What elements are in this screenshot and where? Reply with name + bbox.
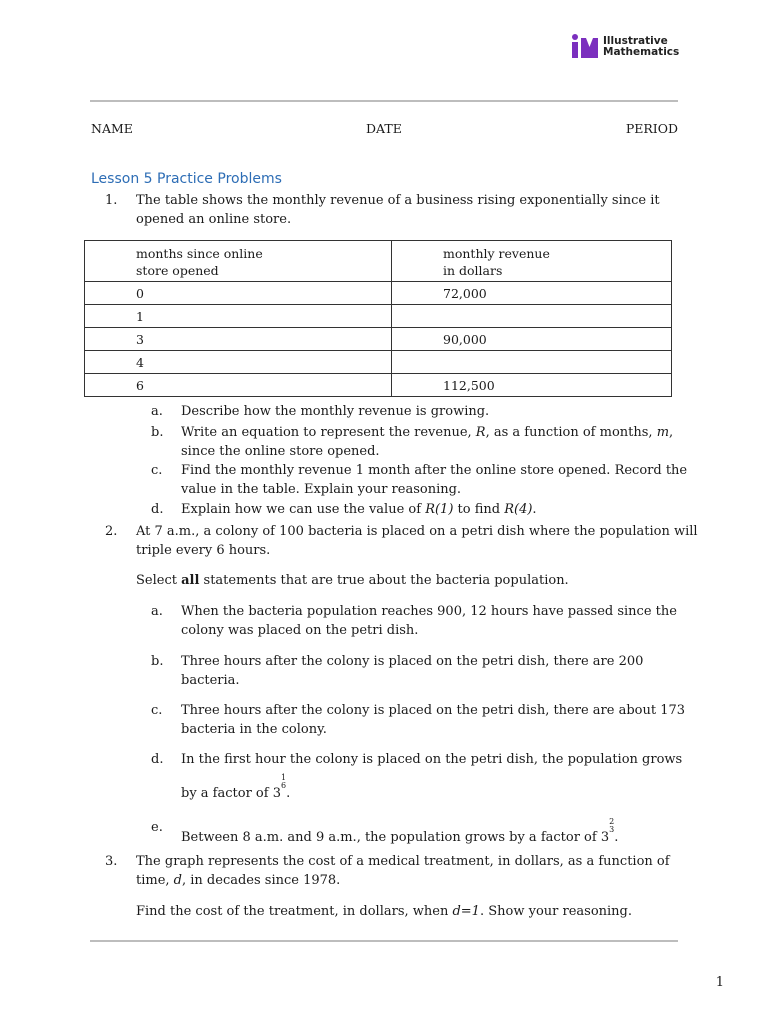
exp-denominator: 3 <box>609 825 615 834</box>
choice-2e-pre: Between 8 a.m. and 9 a.m., the population grows by a factor of <box>181 830 601 845</box>
choice-2b-line2: bacteria. <box>181 673 240 688</box>
problem-1-text <box>136 191 660 229</box>
choice-2a-line2: colony was placed on the petri dish. <box>181 623 419 638</box>
part-1b-mid: , as a function of months, <box>485 425 657 440</box>
exp-denominator: 6 <box>280 781 287 790</box>
part-1b-line2: since the online store opened. <box>181 444 380 459</box>
months-cell: 1 <box>85 305 392 328</box>
table-row <box>85 282 672 305</box>
months-cell: 4 <box>85 351 392 374</box>
problem-3-number: 3. <box>105 854 118 869</box>
choice-2c-line1: Three hours after the colony is placed on the petri dish, there are about 173 <box>181 703 686 718</box>
select-bold: all <box>181 573 200 588</box>
problem-2-number: 2. <box>105 524 118 539</box>
problem-3-text <box>136 852 670 890</box>
expr-R1: R(1) <box>425 502 454 517</box>
part-1b-post: , <box>669 425 674 440</box>
choice-2a-line1: When the bacteria population reaches 900, 12 hours have passed since the <box>181 604 677 619</box>
col1-header <box>85 241 392 282</box>
exp-numerator: 2 <box>609 817 615 826</box>
top-divider <box>90 100 678 102</box>
choice-2c-text[interactable] <box>181 701 685 739</box>
illustrative-mathematics-logo <box>570 32 679 62</box>
revenue-cell[interactable] <box>392 351 672 374</box>
choice-2b-text[interactable] <box>181 652 643 690</box>
power-base: 3 <box>600 830 610 845</box>
var-d: d <box>173 873 182 888</box>
bottom-divider <box>90 940 678 942</box>
power-3-2-3 <box>600 817 615 845</box>
logo-line2: Mathematics <box>603 46 680 58</box>
choice-2c-letter: c. <box>151 703 163 718</box>
part-1b-pre: Write an equation to represent the revenue, <box>181 425 476 440</box>
find-post: . Show your reasoning. <box>479 904 633 919</box>
power-base: 3 <box>272 786 281 801</box>
revenue-table <box>84 240 672 397</box>
choice-2d-post: . <box>286 786 291 801</box>
problem-1-line2: opened an online store. <box>136 212 292 227</box>
logo-text <box>603 36 679 58</box>
part-1c-line1: Find the monthly revenue 1 month after the online store opened. Record the <box>181 463 688 478</box>
problem-3-post: , in decades since 1978. <box>182 873 341 888</box>
months-cell: 6 <box>85 374 392 397</box>
part-1d-letter: d. <box>151 502 164 517</box>
choice-2b-line1: Three hours after the colony is placed on the petri dish, there are 200 <box>181 654 644 669</box>
select-pre: Select <box>136 573 182 588</box>
col2-header-line2: in dollars <box>443 262 503 278</box>
problem-3-line1: The graph represents the cost of a medical treatment, in dollars, as a function of <box>136 854 670 869</box>
choice-2a-letter: a. <box>151 604 163 619</box>
part-1d-pre: Explain how we can use the value of <box>181 502 426 517</box>
choice-2d-text[interactable] <box>181 750 682 803</box>
problem-2-line2: triple every 6 hours. <box>136 543 271 558</box>
months-cell: 3 <box>85 328 392 351</box>
var-R: R <box>475 425 486 440</box>
choice-2d-letter: d. <box>151 752 164 767</box>
part-1c-letter: c. <box>151 463 163 478</box>
choice-2b-letter: b. <box>151 654 164 669</box>
choice-2e-post: . <box>614 830 619 845</box>
problem-2-line1: At 7 a.m., a colony of 100 bacteria is placed on a petri dish where the population will <box>136 524 698 539</box>
problem-2-text <box>136 522 698 560</box>
part-1d-post: . <box>532 502 537 517</box>
part-1d-text <box>181 500 537 519</box>
select-post: statements that are true about the bacteria population. <box>199 573 569 588</box>
problem-1-number: 1. <box>105 193 118 208</box>
choice-2c-line2: bacteria in the colony. <box>181 722 327 737</box>
power-3-1-6 <box>272 773 287 801</box>
problem-2-instruction <box>136 571 569 590</box>
table-header-row <box>85 241 672 282</box>
part-1b-text <box>181 423 673 461</box>
part-1b-letter: b. <box>151 425 164 440</box>
expr-R4: R(4) <box>504 502 533 517</box>
problem-3-pre: time, <box>136 873 174 888</box>
part-1b-line1 <box>181 423 673 442</box>
table-row <box>85 374 672 397</box>
part-1d-mid: to find <box>453 502 505 517</box>
part-1c-text <box>181 461 687 499</box>
var-m: m <box>656 425 670 440</box>
revenue-cell[interactable] <box>392 305 672 328</box>
part-1a-letter: a. <box>151 404 163 419</box>
col2-header <box>392 241 672 282</box>
im-logo-icon <box>570 34 600 60</box>
choice-2d-line2 <box>181 774 682 803</box>
problem-3-line2 <box>136 871 670 890</box>
revenue-cell: 90,000 <box>392 328 672 351</box>
choice-2e-text[interactable] <box>181 818 618 847</box>
date-label: DATE <box>366 121 402 136</box>
choice-2d-pre: by a factor of <box>181 786 273 801</box>
choice-2d-line1: In the first hour the colony is placed on the petri dish, the population grows <box>181 752 683 767</box>
choice-2e-letter: e. <box>151 820 163 835</box>
table-row <box>85 328 672 351</box>
exp-numerator: 1 <box>280 773 287 782</box>
logo-line1: Illustrative <box>603 35 668 47</box>
name-label: NAME <box>91 121 133 136</box>
problem-1-line1: The table shows the monthly revenue of a business rising exponentially since it <box>136 193 660 208</box>
revenue-cell: 112,500 <box>392 374 672 397</box>
lesson-title: Lesson 5 Practice Problems <box>91 171 282 187</box>
col2-header-line1: monthly revenue <box>443 245 550 261</box>
part-1c-line2: value in the table. Explain your reasoning. <box>181 482 462 497</box>
expr-d-equals-1: d=1 <box>452 904 480 919</box>
problem-3-question <box>136 902 632 921</box>
period-label: PERIOD <box>625 121 678 136</box>
student-info-row <box>91 121 678 137</box>
choice-2a-text[interactable] <box>181 602 677 640</box>
revenue-cell: 72,000 <box>392 282 672 305</box>
part-1a-text: Describe how the monthly revenue is growing. <box>181 404 490 419</box>
page-number: 1 <box>715 975 724 990</box>
col1-header-line1: months since online <box>136 245 263 261</box>
table-row <box>85 305 672 328</box>
months-cell: 0 <box>85 282 392 305</box>
col1-header-line2: store opened <box>136 262 219 278</box>
find-pre: Find the cost of the treatment, in dollars, when <box>136 904 453 919</box>
table-row <box>85 351 672 374</box>
